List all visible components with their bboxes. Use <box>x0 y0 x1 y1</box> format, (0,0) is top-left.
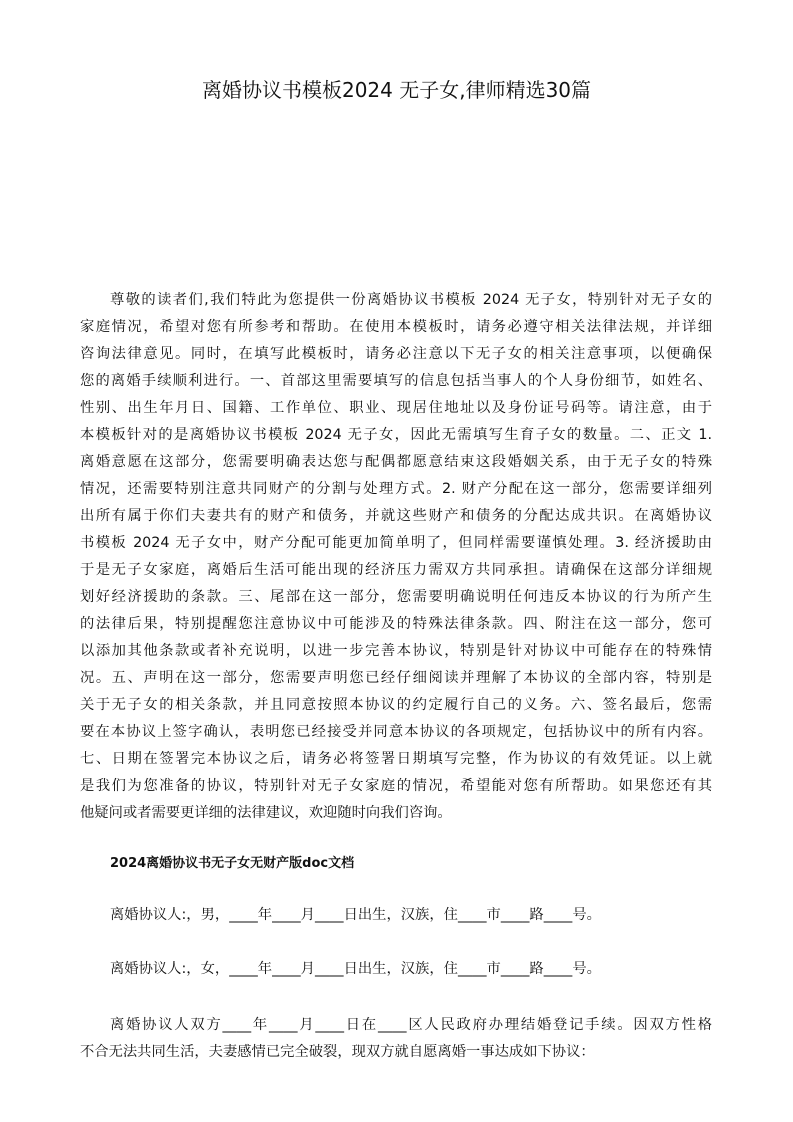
text-line: 离婚协议人双方____年____月____日在____区人民政府办理结婚登记手续。因双方性格 <box>110 1017 712 1033</box>
text-line: 本模板针对的是离婚协议书模板 2024 无子女，因此无需填写生育子女的数量。二、正文 1. <box>80 427 712 443</box>
text-line: 情况，还需要特别注意共同财产的分割与处理方式。2. 财产分配在这一部分，您需要详细列 <box>80 481 712 497</box>
text-line: 的法律后果，特别提醒您注意协议中可能涉及的特殊法律条款。四、附注在这一部分，您可 <box>80 616 712 632</box>
text-line: 划好经济援助的条款。三、尾部在这一部分，您需要明确说明任何违反本协议的行为所产生 <box>80 589 712 605</box>
agreement-paragraph <box>80 1012 712 1066</box>
text-line: 离婚意愿在这部分，您需要明确表达您与配偶都愿意结束这段婚姻关系，由于无子女的特殊 <box>80 454 712 470</box>
text-line: 他疑问或者需要更详细的法律建议，欢迎随时向我们咨询。 <box>80 805 452 821</box>
text-line: 是我们为您准备的协议，特别针对无子女家庭的情况，希望能对您有所帮助。如果您还有其 <box>80 778 712 794</box>
text-line: 出所有属于你们夫妻共有的财产和债务，并就这些财产和债务的分配达成共识。在离婚协议 <box>80 508 712 524</box>
text-line: 家庭情况，希望对您有所参考和帮助。在使用本模板时，请务必遵守相关法律法规，并详细 <box>80 319 712 335</box>
text-line: 您的离婚手续顺利进行。一、首部这里需要填写的信息包括当事人的个人身份细节，如姓名、 <box>80 373 712 389</box>
party-1-line: 离婚协议人:，男，____年____月____日出生，汉族，住____市____路____号。 <box>110 907 601 923</box>
intro-paragraph <box>80 287 712 827</box>
party-2-line: 离婚协议人:，女，____年____月____日出生，汉族，住____市____路____号。 <box>110 961 601 977</box>
text-line: 书模板 2024 无子女中，财产分配可能更加简单明了，但同样需要谨慎处理。3. 经济援助由 <box>80 535 712 551</box>
text-line: 咨询法律意见。同时，在填写此模板时，请务必注意以下无子女的相关注意事项，以便确保 <box>80 346 712 362</box>
text-line: 况。五、声明在这一部分，您需要声明您已经仔细阅读并理解了本协议的全部内容，特别是 <box>80 670 712 686</box>
section-heading: 2024离婚协议书无子女无财产版doc文档 <box>110 856 355 871</box>
text-line: 关于无子女的相关条款，并且同意按照本协议的约定履行自己的义务。六、签名最后，您需 <box>80 697 712 713</box>
text-line: 于是无子女家庭，离婚后生活可能出现的经济压力需双方共同承担。请确保在这部分详细规 <box>80 562 712 578</box>
text-line: 尊敬的读者们,我们特此为您提供一份离婚协议书模板 2024 无子女，特别针对无子女的 <box>110 292 712 308</box>
text-line: 以添加其他条款或者补充说明，以进一步完善本协议，特别是针对协议中可能存在的特殊情 <box>80 643 712 659</box>
document-title: 离婚协议书模板2024 无子女,律师精选30篇 <box>201 78 592 102</box>
text-line: 性别、出生年月日、国籍、工作单位、职业、现居住地址以及身份证号码等。请注意，由于 <box>80 400 712 416</box>
text-line: 不合无法共同生活，夫妻感情已完全破裂，现双方就自愿离婚一事达成如下协议： <box>80 1044 595 1060</box>
text-line: 七、日期在签署完本协议之后，请务必将签署日期填写完整，作为协议的有效凭证。以上就 <box>80 751 712 767</box>
text-line: 要在本协议上签字确认，表明您已经接受并同意本协议的各项规定，包括协议中的所有内容。 <box>80 724 712 740</box>
